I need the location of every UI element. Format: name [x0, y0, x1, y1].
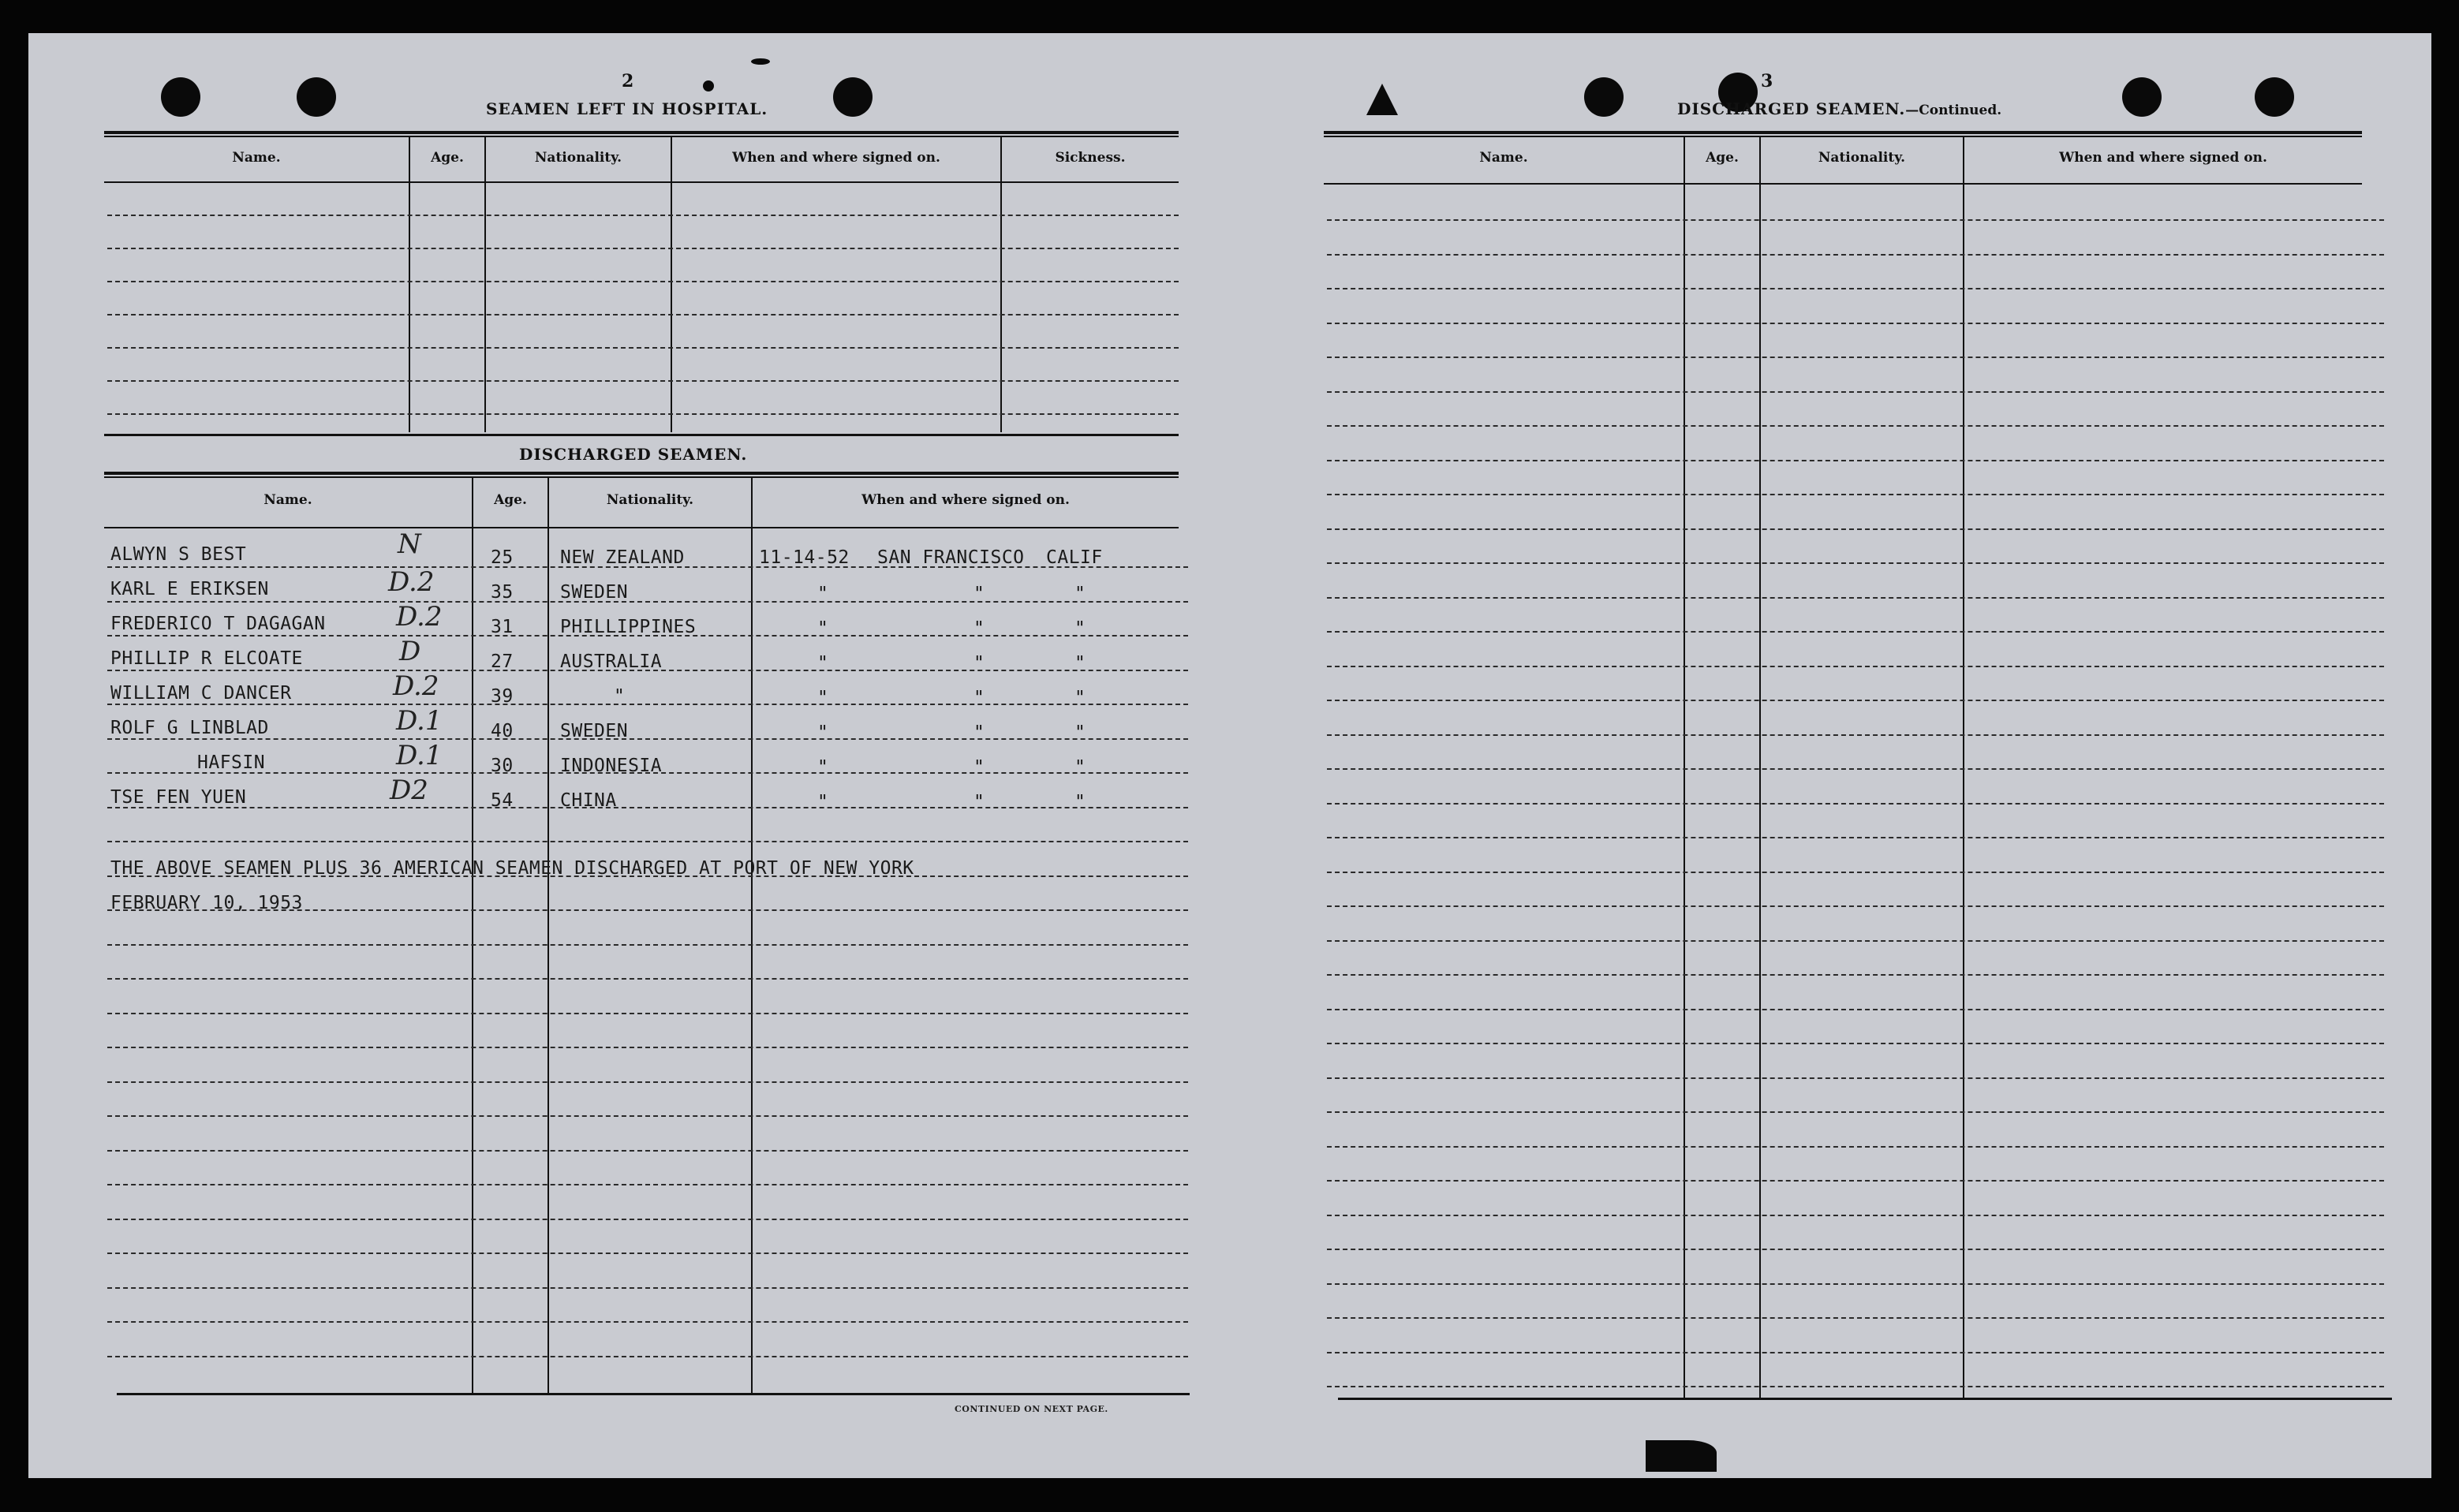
seaman-nationality: INDONESIA: [560, 756, 663, 776]
ruled-line: [1327, 631, 2384, 633]
ruled-line: [107, 601, 1188, 603]
ruled-line: [1327, 1249, 2384, 1250]
handwritten-mark: D.1: [396, 705, 443, 737]
ruled-line: [1327, 460, 2384, 461]
column-header: Sickness.: [1055, 150, 1126, 166]
ruled-line: [107, 807, 1188, 808]
ruled-line: [1327, 425, 2384, 427]
ruled-line: [1327, 1146, 2384, 1148]
column-rule: [671, 136, 672, 432]
signed-on-date: ": [817, 653, 829, 674]
signed-on-place: ": [974, 688, 985, 708]
ruled-line: [1327, 219, 2384, 221]
punch-hole: [1584, 77, 1624, 117]
column-header: Name.: [232, 150, 281, 166]
ruled-line: [1327, 528, 2384, 530]
column-header: Name.: [263, 492, 312, 508]
seaman-name: WILLIAM C DANCER: [110, 683, 292, 704]
rule: [104, 472, 1179, 475]
right-page: [1228, 33, 2431, 1478]
ruled-line: [107, 347, 1179, 349]
ruled-line: [1327, 1317, 2384, 1319]
signed-on-state: ": [1074, 618, 1086, 639]
handwritten-mark: D.2: [388, 566, 435, 598]
column-rule: [751, 478, 753, 1393]
ruled-line: [1327, 323, 2384, 324]
column-rule: [1684, 136, 1685, 1398]
seaman-age: 31: [491, 617, 514, 637]
signed-on-state: ": [1074, 584, 1086, 604]
rule: [104, 181, 1179, 183]
seaman-nationality: PHILLIPPINES: [560, 617, 697, 637]
page-number: 3: [1761, 71, 1773, 91]
signed-on-state: ": [1074, 722, 1086, 743]
ruled-line: [107, 841, 1188, 842]
rule: [1324, 131, 2362, 134]
ruled-line: [1327, 357, 2384, 358]
paper-tear: [1646, 1440, 1717, 1472]
ruled-line: [1327, 974, 2384, 976]
ruled-line: [107, 1115, 1188, 1117]
ruled-line: [107, 413, 1179, 415]
rule: [117, 1393, 1190, 1395]
punch-hole: [297, 77, 336, 117]
handwritten-mark: D2: [390, 775, 428, 806]
discharged-section-title: DISCHARGED SEAMEN.: [519, 445, 748, 464]
rule: [104, 136, 1179, 137]
seaman-name: TSE FEN YUEN: [110, 787, 247, 808]
signed-on-state: ": [1074, 688, 1086, 708]
ruled-line: [107, 1184, 1188, 1185]
handwritten-mark: D.2: [396, 601, 443, 633]
triangle-mark: [1366, 84, 1398, 115]
signed-on-date: ": [817, 792, 829, 812]
rule: [104, 131, 1179, 134]
seaman-age: 27: [491, 651, 514, 672]
ruled-line: [1327, 803, 2384, 805]
title-suffix: —Continued.: [1905, 103, 2002, 118]
handwritten-mark: D.2: [393, 670, 439, 702]
ruled-line: [1327, 872, 2384, 873]
ruled-line: [1327, 1352, 2384, 1353]
ruled-line: [107, 1047, 1188, 1048]
seaman-name: KARL E ERIKSEN: [110, 579, 269, 599]
signed-on-place: ": [974, 584, 985, 604]
signed-on-place: ": [974, 653, 985, 674]
column-rule: [1000, 136, 1002, 432]
signed-on-state: ": [1074, 757, 1086, 778]
seaman-age: 25: [491, 547, 514, 568]
signed-on-date: ": [817, 757, 829, 778]
seaman-name: PHILLIP R ELCOATE: [110, 648, 303, 669]
rule: [1324, 136, 2362, 137]
column-header: Age.: [431, 150, 464, 166]
ruled-line: [107, 248, 1179, 249]
signed-on-date: ": [817, 584, 829, 604]
ruled-line: [1327, 1043, 2384, 1044]
column-header: Nationality.: [534, 150, 622, 166]
rule: [1338, 1398, 2392, 1400]
ruled-line: [1327, 391, 2384, 393]
ruled-line: [1327, 1077, 2384, 1079]
seaman-age: 54: [491, 790, 514, 811]
column-header: When and where signed on.: [861, 492, 1070, 508]
seaman-age: 39: [491, 686, 514, 707]
ruled-line: [107, 1321, 1188, 1323]
column-rule: [1963, 136, 1964, 1398]
document-paper: [28, 33, 2431, 1478]
ruled-line: [1327, 666, 2384, 667]
ruled-line: [107, 1356, 1188, 1357]
seaman-nationality: ": [614, 686, 626, 707]
column-header: Nationality.: [1818, 150, 1906, 166]
ruled-line: [1327, 1215, 2384, 1216]
seaman-age: 35: [491, 582, 514, 603]
continued-note: CONTINUED ON NEXT PAGE.: [955, 1404, 1108, 1414]
column-header: When and where signed on.: [732, 150, 940, 166]
ruled-line: [107, 1253, 1188, 1254]
punch-hole: [161, 77, 200, 117]
seaman-name: ALWYN S BEST: [110, 544, 247, 565]
signed-on-place: SAN FRANCISCO: [877, 547, 1025, 568]
column-header: Age.: [494, 492, 527, 508]
seaman-name: ROLF G LINBLAD: [110, 718, 269, 738]
ruled-line: [107, 1081, 1188, 1083]
ruled-line: [107, 1013, 1188, 1014]
ruled-line: [1327, 562, 2384, 564]
ruled-line: [107, 944, 1188, 946]
ruled-line: [1327, 768, 2384, 770]
ruled-line: [1327, 1283, 2384, 1285]
signed-on-place: ": [974, 722, 985, 743]
seaman-nationality: CHINA: [560, 790, 617, 811]
ruled-line: [1327, 734, 2384, 736]
ruled-line: [1327, 494, 2384, 495]
ruled-line: [107, 314, 1179, 315]
punch-hole: [833, 77, 873, 117]
ruled-line: [1327, 940, 2384, 942]
ruled-line: [107, 1150, 1188, 1152]
discharge-date-note: FEBRUARY 10, 1953: [110, 893, 303, 913]
column-rule: [547, 478, 549, 1393]
rule: [104, 476, 1179, 478]
signed-on-state: ": [1074, 653, 1086, 674]
seaman-age: 30: [491, 756, 514, 776]
ruled-line: [1327, 837, 2384, 838]
handwritten-mark: N: [398, 528, 421, 560]
ruled-line: [1327, 597, 2384, 599]
hospital-section-title: SEAMEN LEFT IN HOSPITAL.: [486, 99, 768, 118]
signed-on-state: CALIF: [1046, 547, 1103, 568]
ruled-line: [107, 1219, 1188, 1220]
discharged-continued-title: [1677, 99, 2001, 118]
column-rule: [1759, 136, 1761, 1398]
ruled-line: [1327, 1009, 2384, 1010]
signed-on-date: 11-14-52: [759, 547, 850, 568]
ruled-line: [1327, 254, 2384, 256]
rule: [104, 434, 1179, 436]
ruled-line: [107, 215, 1179, 216]
ruled-line: [107, 1287, 1188, 1289]
ruled-line: [1327, 905, 2384, 907]
handwritten-mark: D: [399, 636, 421, 667]
signed-on-place: ": [974, 757, 985, 778]
ruled-line: [1327, 1111, 2384, 1113]
column-header: When and where signed on.: [2059, 150, 2267, 166]
seaman-name: FREDERICO T DAGAGAN: [110, 614, 326, 634]
discharge-note: THE ABOVE SEAMEN PLUS 36 AMERICAN SEAMEN DISCHARGED AT PORT OF NEW YORK: [110, 858, 914, 879]
punch-hole: [2255, 77, 2294, 117]
page-number: 2: [622, 71, 634, 91]
ruled-line: [107, 978, 1188, 980]
punch-hole: [2122, 77, 2162, 117]
seaman-nationality: AUSTRALIA: [560, 651, 663, 672]
seaman-name: HAFSIN: [197, 752, 266, 773]
column-rule: [472, 478, 473, 1393]
column-header: Nationality.: [606, 492, 694, 508]
signed-on-date: ": [817, 618, 829, 639]
ink-blot: [703, 80, 714, 91]
handwritten-mark: D.1: [396, 740, 443, 771]
column-rule: [409, 136, 410, 432]
column-header: Name.: [1479, 150, 1528, 166]
signed-on-state: ": [1074, 792, 1086, 812]
signed-on-date: ": [817, 722, 829, 743]
rule: [104, 527, 1179, 528]
ruled-line: [107, 380, 1179, 382]
ruled-line: [107, 738, 1188, 740]
ruled-line: [107, 281, 1179, 282]
column-header: Age.: [1706, 150, 1739, 166]
signed-on-place: ": [974, 792, 985, 812]
signed-on-date: ": [817, 688, 829, 708]
seaman-age: 40: [491, 721, 514, 741]
ink-blot: [751, 58, 770, 65]
title-text: DISCHARGED SEAMEN.: [1677, 99, 1906, 118]
ruled-line: [107, 704, 1188, 705]
left-page: [28, 33, 1212, 1478]
column-rule: [484, 136, 486, 432]
ruled-line: [1327, 1386, 2384, 1387]
ruled-line: [1327, 700, 2384, 701]
rule: [1324, 183, 2362, 185]
signed-on-place: ": [974, 618, 985, 639]
seaman-nationality: NEW ZEALAND: [560, 547, 685, 568]
ruled-line: [1327, 288, 2384, 289]
ruled-line: [1327, 1180, 2384, 1182]
seaman-nationality: SWEDEN: [560, 721, 629, 741]
seaman-nationality: SWEDEN: [560, 582, 629, 603]
